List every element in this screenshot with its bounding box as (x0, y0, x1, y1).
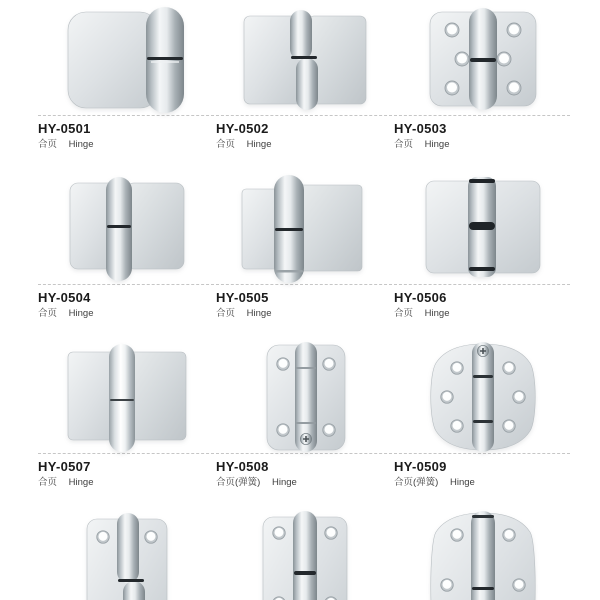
product-grid (38, 0, 572, 600)
product-label-en: Hinge (271, 477, 297, 489)
product-card[interactable] (394, 169, 572, 322)
product-card[interactable] (38, 338, 216, 491)
product-label-cn: 合页(弹簧) (394, 477, 439, 489)
product-code: HY-0509 (394, 459, 447, 474)
product-meta (216, 453, 392, 489)
product-code: HY-0503 (394, 121, 447, 136)
product-card[interactable] (394, 507, 572, 600)
product-meta (394, 115, 570, 151)
product-label-cn: 合页 (394, 308, 414, 320)
hinge-spring-rect-icon (216, 338, 394, 453)
product-meta (38, 115, 214, 151)
product-label (216, 140, 392, 150)
hinge-spring-butterfly-icon (394, 338, 572, 453)
product-code: HY-0502 (216, 121, 269, 136)
product-label (394, 478, 570, 488)
product-card[interactable] (394, 0, 572, 153)
hinge-square-two-leaf-icon (216, 0, 394, 115)
product-label (394, 140, 570, 150)
product-meta (394, 284, 570, 320)
product-label-en: Hinge (449, 477, 475, 489)
product-meta (38, 284, 214, 320)
hinge-bright-cylinder-icon (38, 338, 216, 453)
hinge-tall-cylinder-icon (216, 169, 394, 284)
product-label (38, 309, 214, 319)
product-card[interactable] (394, 338, 572, 491)
product-label-en: Hinge (246, 139, 272, 151)
product-card[interactable] (216, 507, 394, 600)
hinge-square-six-hole-icon (394, 0, 572, 115)
product-label-en: Hinge (68, 139, 94, 151)
product-label-cn: 合页 (38, 139, 58, 151)
product-card[interactable] (38, 0, 216, 153)
product-code: HY-0506 (394, 290, 447, 305)
product-meta (216, 284, 392, 320)
product-card[interactable] (216, 338, 394, 491)
product-code: HY-0505 (216, 290, 269, 305)
product-meta (216, 115, 392, 151)
product-card[interactable] (38, 169, 216, 322)
product-label (38, 478, 214, 488)
product-card[interactable] (38, 507, 216, 600)
product-card[interactable] (216, 0, 394, 153)
product-card[interactable] (216, 169, 394, 322)
hinge-banded-cylinder-icon (394, 169, 572, 284)
product-code: HY-0507 (38, 459, 91, 474)
product-label (216, 309, 392, 319)
product-label (216, 478, 392, 488)
product-label-cn: 合页 (216, 308, 236, 320)
product-label-en: Hinge (424, 139, 450, 151)
product-label-en: Hinge (68, 308, 94, 320)
product-label-cn: 合页 (394, 139, 414, 151)
product-label-cn: 合页 (216, 139, 236, 151)
product-label-en: Hinge (246, 308, 272, 320)
product-label-cn: 合页 (38, 477, 58, 489)
hinge-drop-knuckle-icon (38, 169, 216, 284)
product-code: HY-0504 (38, 290, 91, 305)
product-code: HY-0501 (38, 121, 91, 136)
product-label-cn: 合页(弹簧) (216, 477, 261, 489)
product-label-en: Hinge (424, 308, 450, 320)
product-label-en: Hinge (68, 477, 94, 489)
hinge-tall-offset-knuckle-icon (38, 507, 216, 600)
product-label (394, 309, 570, 319)
hinge-tall-center-knuckle-icon (216, 507, 394, 600)
hinge-offset-knuckle-icon (38, 0, 216, 115)
product-meta (394, 453, 570, 489)
product-label-cn: 合页 (38, 308, 58, 320)
product-meta (38, 453, 214, 489)
product-label (38, 140, 214, 150)
hinge-oval-six-hole-icon (394, 507, 572, 600)
product-code: HY-0508 (216, 459, 269, 474)
